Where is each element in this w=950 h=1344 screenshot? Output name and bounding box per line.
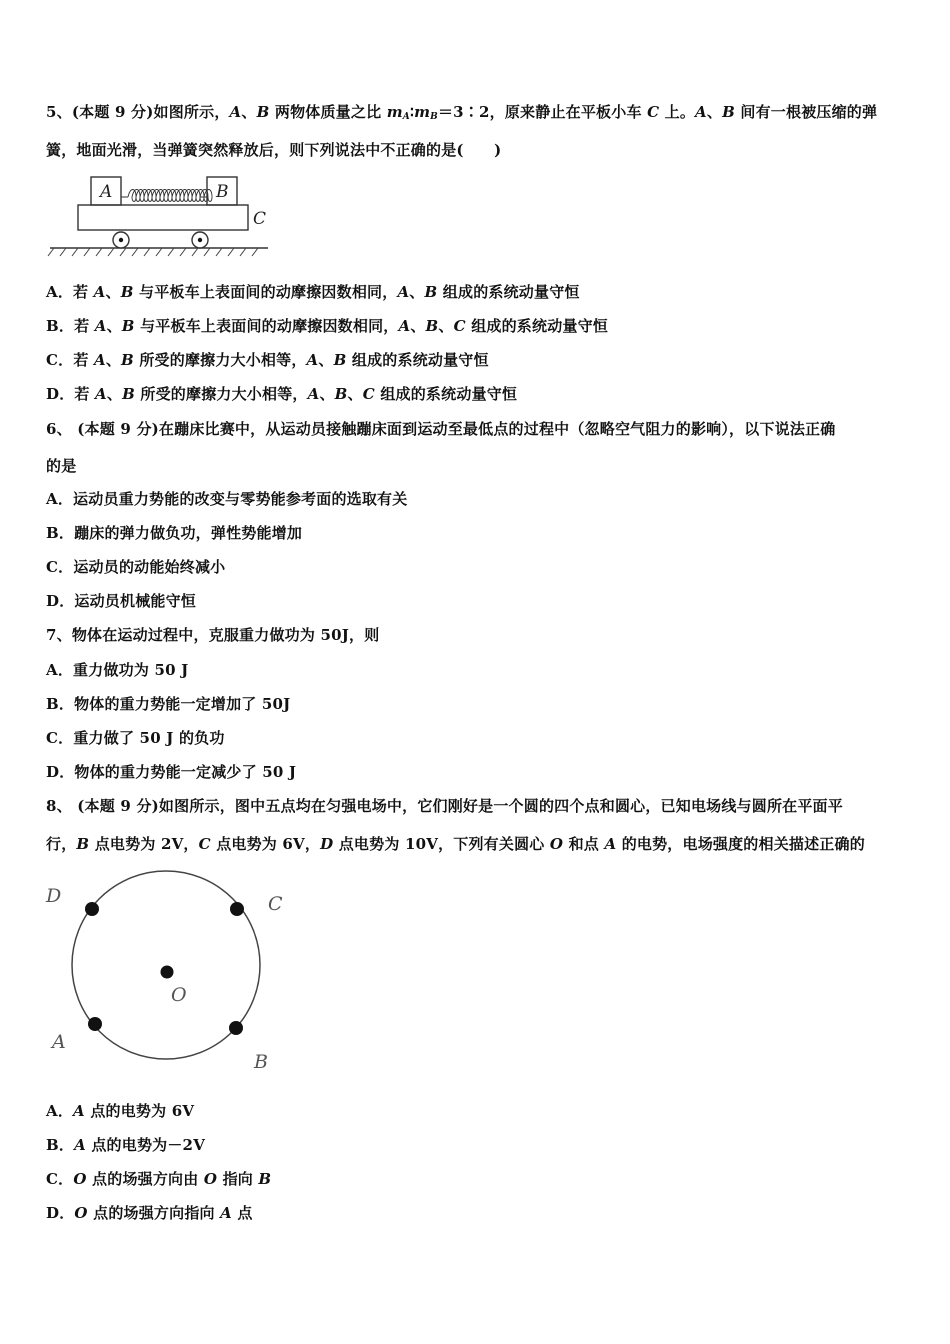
q8-stem-line1: 8、 (本题 9 分)如图所示，图中五点均在匀强电场中，它们刚好是一个圆的四个点和圆心，已知电场线与圆所在平面平 xyxy=(46,797,843,815)
q5-stem-line2: 簧，地面光滑，当弹簧突然释放后，则下列说法中不正确的是( ) xyxy=(46,141,502,159)
q6-option-b: B．蹦床的弹力做负功，弹性势能增加 xyxy=(46,524,303,542)
q8-option-a: A．A 点的电势为 6V xyxy=(46,1102,195,1120)
q6-option-a: A．运动员重力势能的改变与零势能参考面的选取有关 xyxy=(46,490,408,508)
q7-option-d: D．物体的重力势能一定减少了 50 J xyxy=(46,763,297,781)
q8-option-d: D．O 点的场强方向指向 A 点 xyxy=(46,1204,253,1222)
q5-option-a: A．若 A、B 与平板车上表面间的动摩擦因数相同，A、B 组成的系统动量守恒 xyxy=(46,283,580,301)
q8-circle-figure xyxy=(40,862,300,1077)
q8-option-b: B．A 点的电势为－2V xyxy=(46,1136,206,1154)
q8-fig-label-b: B xyxy=(254,1051,268,1073)
q6-option-c: C．运动员的动能始终减小 xyxy=(46,558,226,576)
q7-option-b: B．物体的重力势能一定增加了 50J xyxy=(46,695,291,713)
q5-stem-line1: 5、(本题 9 分)如图所示，A、B 两物体质量之比 $m_A∶m_B=3∶2$，原来静止在平板小车 C 上。A、B 间有一根被压缩的弹 xyxy=(46,103,878,122)
q5-cart-spring-figure xyxy=(46,170,276,260)
q5-fig-label-b: B xyxy=(216,182,229,202)
q8-option-c: C．O 点的场强方向由 O 指向 B xyxy=(46,1170,272,1188)
q7-option-c: C．重力做了 50 J 的负功 xyxy=(46,729,225,747)
q8-fig-label-a: A xyxy=(52,1031,66,1053)
q6-option-d: D．运动员机械能守恒 xyxy=(46,592,197,610)
q7-stem: 7、物体在运动过程中，克服重力做功为 50J，则 xyxy=(46,626,380,644)
q7-option-a: A．重力做功为 50 J xyxy=(46,661,189,679)
q5-fig-label-a: A xyxy=(100,182,113,202)
q5-option-c: C．若 A、B 所受的摩擦力大小相等，A、B 组成的系统动量守恒 xyxy=(46,351,489,369)
q5-fig-label-c: C xyxy=(253,209,267,229)
q8-fig-label-d: D xyxy=(46,885,62,907)
q6-stem-line1: 6、 (本题 9 分)在蹦床比赛中，从运动员接触蹦床面到运动至最低点的过程中（忽略空气阻力的影响），以下说法正确 xyxy=(46,420,836,438)
q8-stem-line2: 行，B 点电势为 2V，C 点电势为 6V，D 点电势为 10V，下列有关圆心 O 和点 A 的电势，电场强度的相关描述正确的 xyxy=(46,835,865,853)
q8-fig-label-o: O xyxy=(171,984,187,1006)
q8-fig-label-c: C xyxy=(268,893,283,915)
q5-option-b: B．若 A、B 与平板车上表面间的动摩擦因数相同，A、B、C 组成的系统动量守恒 xyxy=(46,317,608,335)
q6-stem-line2: 的是 xyxy=(46,457,77,475)
q5-option-d: D．若 A、B 所受的摩擦力大小相等，A、B、C 组成的系统动量守恒 xyxy=(46,385,518,403)
